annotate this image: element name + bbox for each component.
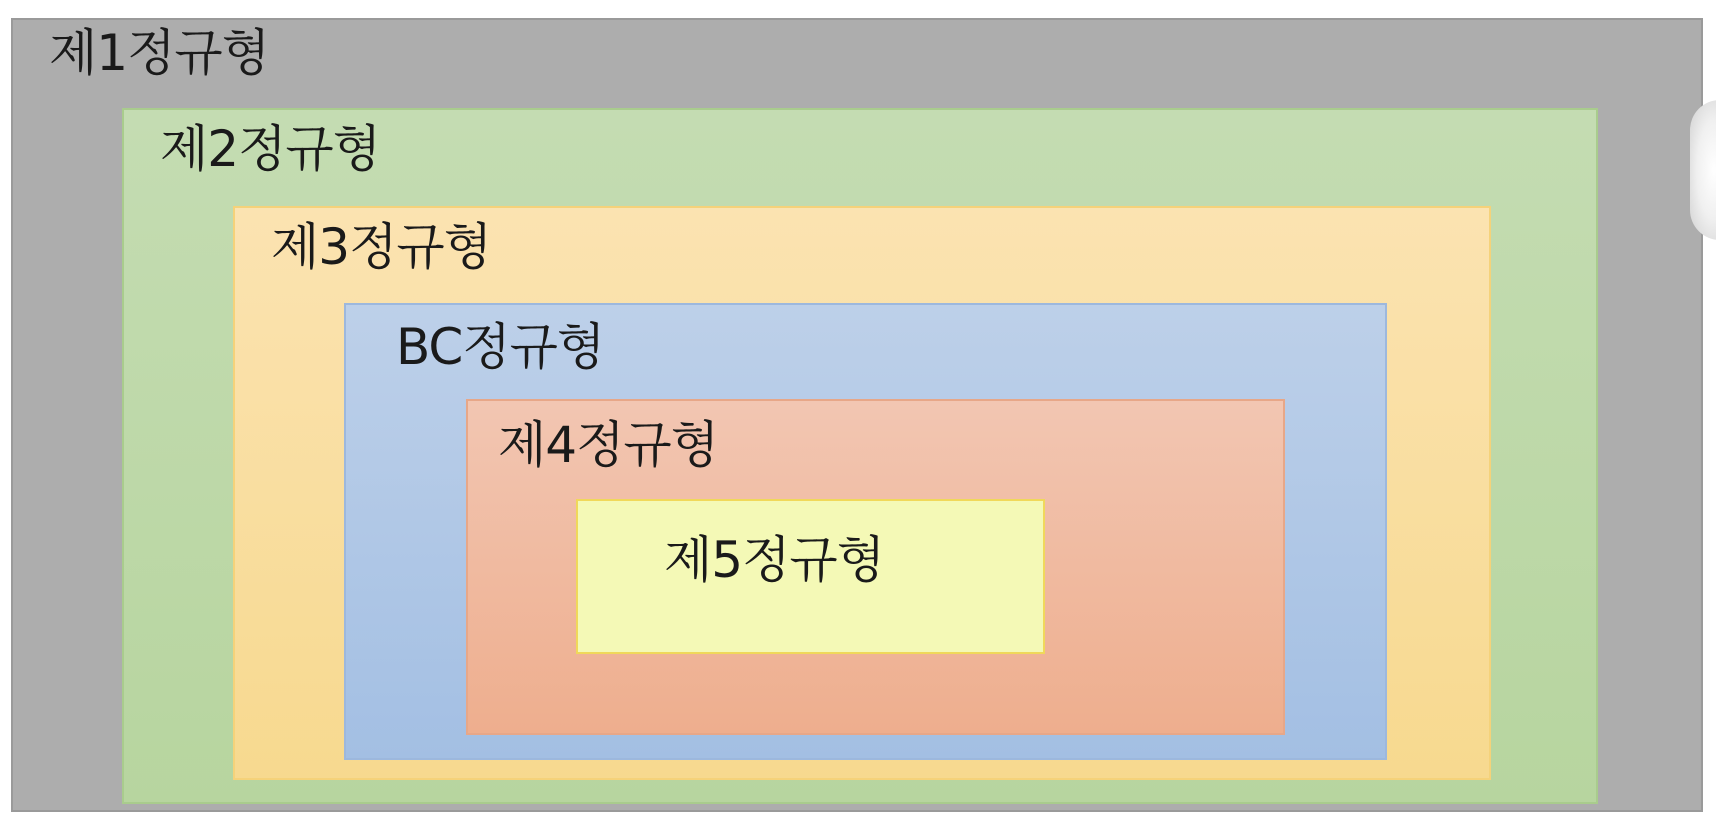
first-normal-form-label: 제1정규형 <box>49 24 270 82</box>
edge-decoration-icon <box>1690 100 1716 240</box>
fifth-normal-form-label: 제5정규형 <box>664 531 885 589</box>
bcnf-label: BC정규형 <box>396 318 605 376</box>
second-normal-form-label: 제2정규형 <box>160 120 381 178</box>
third-normal-form-label: 제3정규형 <box>271 218 492 276</box>
fourth-normal-form-label: 제4정규형 <box>498 416 719 474</box>
